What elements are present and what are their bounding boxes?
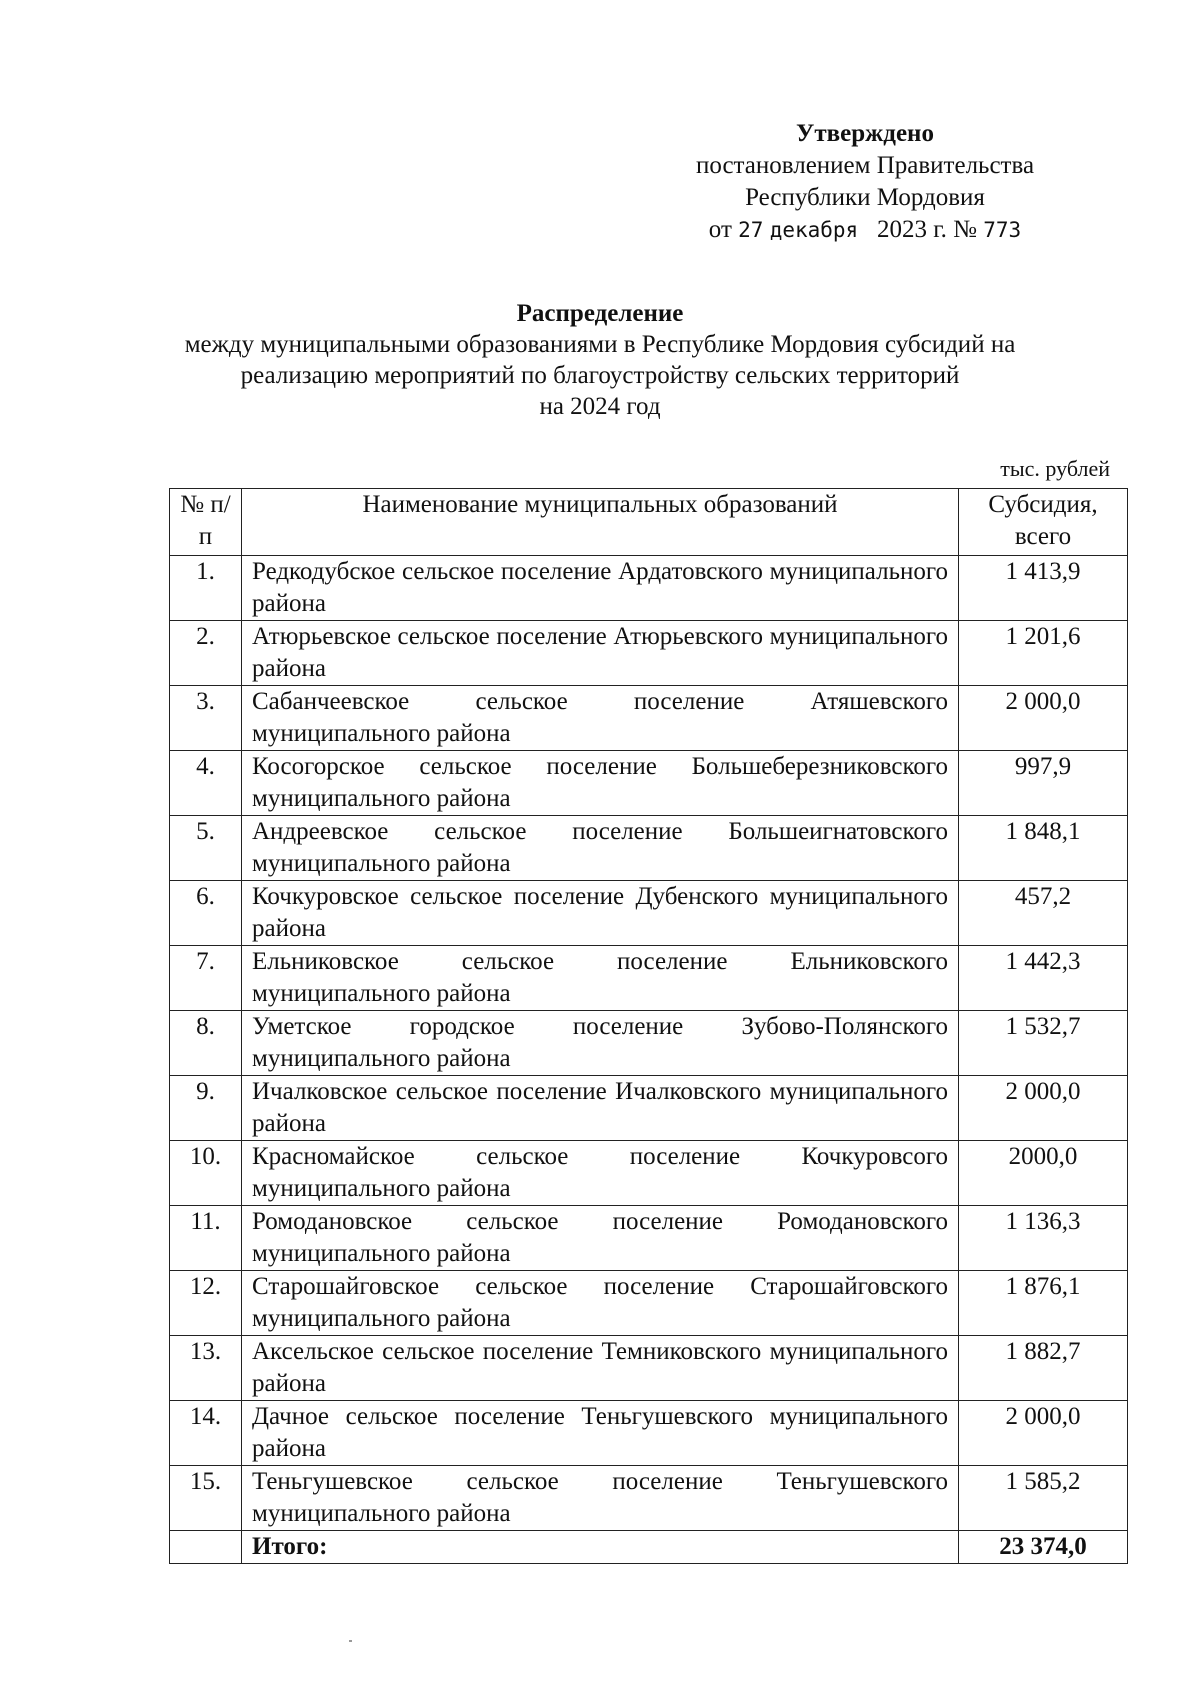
row-amount: 457,2 xyxy=(959,881,1128,946)
approval-day: 27 xyxy=(738,218,764,242)
approval-title: Утверждено xyxy=(796,120,934,147)
approval-line-2: Республики Мордовия xyxy=(745,184,985,211)
row-name: Ромодановское сельское поселение Ромодановского муниципального района xyxy=(242,1206,959,1271)
row-amount: 1 442,3 xyxy=(959,946,1128,1011)
table-row xyxy=(170,1206,1128,1271)
total-amount: 23 374,0 xyxy=(959,1531,1128,1564)
row-num: 13. xyxy=(170,1336,242,1401)
row-num: 12. xyxy=(170,1271,242,1336)
row-name: Ельниковское сельское поселение Ельниковского муниципального района xyxy=(242,946,959,1011)
table-row xyxy=(170,816,1128,881)
scan-speck xyxy=(349,1640,352,1642)
row-amount: 1 876,1 xyxy=(959,1271,1128,1336)
table-row xyxy=(170,1011,1128,1076)
row-amount: 1 882,7 xyxy=(959,1336,1128,1401)
row-num: 2. xyxy=(170,621,242,686)
row-num: 7. xyxy=(170,946,242,1011)
heading-line-1: между муниципальными образованиями в Республике Мордовия субсидий на xyxy=(184,331,1016,358)
row-name: Старошайговское сельское поселение Старошайговского муниципального района xyxy=(242,1271,959,1336)
header-name: Наименование муниципальных образований xyxy=(242,489,959,556)
row-name: Сабанчеевское сельское поселение Атяшевского муниципального района xyxy=(242,686,959,751)
row-name: Андреевское сельское поселение Большеигнатовского муниципального района xyxy=(242,816,959,881)
row-amount: 1 848,1 xyxy=(959,816,1128,881)
table-row xyxy=(170,1076,1128,1141)
row-name: Ичалковское сельское поселение Ичалковского муниципального района xyxy=(242,1076,959,1141)
row-name: Косогорское сельское поселение Большеберезниковского муниципального района xyxy=(242,751,959,816)
row-name: Дачное сельское поселение Теньгушевского муниципального района xyxy=(242,1401,959,1466)
row-amount: 1 201,6 xyxy=(959,621,1128,686)
row-num: 3. xyxy=(170,686,242,751)
table-row xyxy=(170,686,1128,751)
row-amount: 1 532,7 xyxy=(959,1011,1128,1076)
row-name: Уметское городское поселение Зубово-Полянского муниципального района xyxy=(242,1011,959,1076)
header-num: № п/п xyxy=(170,489,242,556)
row-num: 10. xyxy=(170,1141,242,1206)
row-amount: 1 413,9 xyxy=(959,556,1128,621)
heading-title: Распределение xyxy=(516,300,684,327)
row-name: Атюрьевское сельское поселение Атюрьевского муниципального района xyxy=(242,621,959,686)
table-row xyxy=(170,946,1128,1011)
row-num: 11. xyxy=(170,1206,242,1271)
row-amount: 997,9 xyxy=(959,751,1128,816)
row-amount: 2 000,0 xyxy=(959,686,1128,751)
heading-line-3: на 2024 год xyxy=(539,393,661,420)
table-row xyxy=(170,556,1128,621)
heading-line-2: реализацию мероприятий по благоустройству сельских территорий xyxy=(240,362,960,389)
total-row xyxy=(170,1531,1128,1564)
table-row xyxy=(170,621,1128,686)
header-amount: Субсидия, всего xyxy=(959,489,1128,556)
approval-block xyxy=(640,118,1090,246)
document-heading xyxy=(150,298,1050,422)
approval-line-1: постановлением Правительства xyxy=(695,152,1035,179)
row-num: 14. xyxy=(170,1401,242,1466)
table-row xyxy=(170,751,1128,816)
row-name: Кочкуровское сельское поселение Дубенского муниципального района xyxy=(242,881,959,946)
row-amount: 2000,0 xyxy=(959,1141,1128,1206)
row-num: 15. xyxy=(170,1466,242,1531)
approval-date-prefix: от xyxy=(708,216,732,243)
total-label: Итого: xyxy=(242,1531,959,1564)
table-row xyxy=(170,1141,1128,1206)
currency-unit: тыс. рублей xyxy=(1000,456,1110,481)
row-amount: 2 000,0 xyxy=(959,1401,1128,1466)
distribution-table xyxy=(169,488,1128,1564)
approval-year: 2023 г. № xyxy=(876,216,978,243)
approval-number: 773 xyxy=(983,218,1022,242)
row-name: Теньгушевское сельское поселение Теньгушевского муниципального района xyxy=(242,1466,959,1531)
table-row xyxy=(170,1271,1128,1336)
row-amount: 1 136,3 xyxy=(959,1206,1128,1271)
row-name: Аксельское сельское поселение Темниковского муниципального района xyxy=(242,1336,959,1401)
table-row xyxy=(170,881,1128,946)
row-num: 9. xyxy=(170,1076,242,1141)
table-row xyxy=(170,1401,1128,1466)
row-num: 1. xyxy=(170,556,242,621)
table-row xyxy=(170,1336,1128,1401)
approval-date-line xyxy=(640,214,1090,246)
row-num: 8. xyxy=(170,1011,242,1076)
row-name: Редкодубское сельское поселение Ардатовского муниципального района xyxy=(242,556,959,621)
row-num: 5. xyxy=(170,816,242,881)
row-amount: 2 000,0 xyxy=(959,1076,1128,1141)
row-amount: 1 585,2 xyxy=(959,1466,1128,1531)
total-num-cell xyxy=(170,1531,242,1564)
row-name: Красномайское сельское поселение Кочкуровсого муниципального района xyxy=(242,1141,959,1206)
row-num: 6. xyxy=(170,881,242,946)
table-row xyxy=(170,1466,1128,1531)
table-header-row xyxy=(170,489,1128,556)
approval-month: декабря xyxy=(769,218,859,242)
row-num: 4. xyxy=(170,751,242,816)
